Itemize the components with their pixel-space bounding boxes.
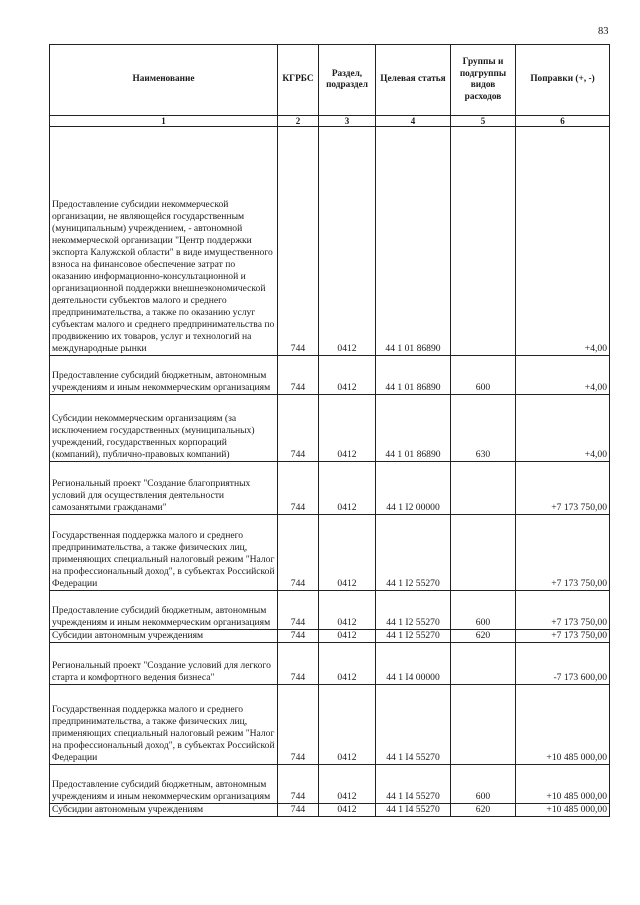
row-amount: +4,00 [516, 356, 610, 395]
row-kgrbs: 744 [278, 356, 319, 395]
header-article: Целевая статья [376, 45, 451, 116]
table-row [50, 685, 610, 765]
row-kgrbs: 744 [278, 127, 319, 356]
row-amount: +4,00 [516, 127, 610, 356]
column-number: 5 [451, 116, 516, 127]
row-group [451, 462, 516, 515]
row-name: Государственная поддержка малого и среднего предпринимательства, а также физических лиц, применяющих специальный налоговый режим "Налог на профессиональный доход", в субъектах Российской Федерации [50, 685, 278, 765]
row-article: 44 1 I2 55270 [376, 591, 451, 630]
header-name: Наименование [50, 45, 278, 116]
row-group: 620 [451, 630, 516, 643]
row-name: Региональный проект "Создание условий для легкого старта и комфортного ведения бизнеса" [50, 643, 278, 685]
header-amount: Поправки (+, -) [516, 45, 610, 116]
row-name: Субсидии автономным учреждениям [50, 804, 278, 817]
row-kgrbs: 744 [278, 591, 319, 630]
row-group: 600 [451, 591, 516, 630]
row-article: 44 1 I4 55270 [376, 685, 451, 765]
table-row [50, 591, 610, 630]
row-section: 0412 [319, 127, 376, 356]
row-article: 44 1 01 86890 [376, 127, 451, 356]
row-article: 44 1 I4 55270 [376, 804, 451, 817]
row-kgrbs: 744 [278, 515, 319, 591]
row-article: 44 1 I4 55270 [376, 765, 451, 804]
row-amount: +7 173 750,00 [516, 630, 610, 643]
row-group [451, 643, 516, 685]
table-row [50, 804, 610, 817]
row-group: 600 [451, 765, 516, 804]
table-row [50, 127, 610, 356]
row-amount: +10 485 000,00 [516, 765, 610, 804]
row-article: 44 1 01 86890 [376, 356, 451, 395]
row-kgrbs: 744 [278, 804, 319, 817]
row-kgrbs: 744 [278, 685, 319, 765]
page-number: 83 [598, 26, 609, 37]
header-kgrbs: КГРБС [278, 45, 319, 116]
row-name: Предоставление субсидий бюджетным, автономным учреждениям и иным некоммерческим организациям [50, 591, 278, 630]
row-section: 0412 [319, 515, 376, 591]
row-section: 0412 [319, 643, 376, 685]
row-group [451, 515, 516, 591]
row-section: 0412 [319, 395, 376, 462]
row-name: Субсидии некоммерческим организациям (за исключением государственных (муниципальных) учреждений, государственных корпораций (компаний), публично-правовых компаний) [50, 395, 278, 462]
header-group: Группы и подгруппы видов расходов [451, 45, 516, 116]
row-name: Субсидии автономным учреждениям [50, 630, 278, 643]
row-group [451, 127, 516, 356]
row-group: 600 [451, 356, 516, 395]
row-kgrbs: 744 [278, 643, 319, 685]
row-section: 0412 [319, 804, 376, 817]
row-group: 630 [451, 395, 516, 462]
column-number: 2 [278, 116, 319, 127]
row-group: 620 [451, 804, 516, 817]
row-article: 44 1 I4 00000 [376, 643, 451, 685]
table-row [50, 643, 610, 685]
table-row [50, 630, 610, 643]
table-header-row [50, 45, 610, 116]
row-name: Региональный проект "Создание благоприятных условий для осуществления деятельности самозанятыми гражданами" [50, 462, 278, 515]
row-section: 0412 [319, 356, 376, 395]
row-article: 44 1 01 86890 [376, 395, 451, 462]
table-row [50, 765, 610, 804]
row-kgrbs: 744 [278, 395, 319, 462]
row-section: 0412 [319, 591, 376, 630]
row-section: 0412 [319, 462, 376, 515]
row-section: 0412 [319, 630, 376, 643]
row-amount: +7 173 750,00 [516, 462, 610, 515]
column-number: 3 [319, 116, 376, 127]
row-article: 44 1 I2 55270 [376, 515, 451, 591]
header-section: Раздел, подраздел [319, 45, 376, 116]
row-name: Предоставление субсидий бюджетным, автономным учреждениям и иным некоммерческим организациям [50, 356, 278, 395]
column-number: 6 [516, 116, 610, 127]
row-kgrbs: 744 [278, 765, 319, 804]
column-number: 1 [50, 116, 278, 127]
row-amount: +10 485 000,00 [516, 685, 610, 765]
row-amount: +4,00 [516, 395, 610, 462]
column-number: 4 [376, 116, 451, 127]
row-name: Предоставление субсидий бюджетным, автономным учреждениям и иным некоммерческим организациям [50, 765, 278, 804]
row-kgrbs: 744 [278, 630, 319, 643]
column-number-row [50, 116, 610, 127]
row-name: Государственная поддержка малого и среднего предпринимательства, а также физических лиц, применяющих специальный налоговый режим "Налог на профессиональный доход", в субъектах Российской Федерации [50, 515, 278, 591]
row-amount: +7 173 750,00 [516, 591, 610, 630]
row-section: 0412 [319, 685, 376, 765]
row-kgrbs: 744 [278, 462, 319, 515]
row-group [451, 685, 516, 765]
table-row [50, 395, 610, 462]
table-row [50, 515, 610, 591]
table-row [50, 356, 610, 395]
table-row [50, 462, 610, 515]
row-section: 0412 [319, 765, 376, 804]
row-amount: +10 485 000,00 [516, 804, 610, 817]
row-article: 44 1 I2 00000 [376, 462, 451, 515]
row-amount: +7 173 750,00 [516, 515, 610, 591]
budget-amendments-table [49, 44, 610, 817]
row-article: 44 1 I2 55270 [376, 630, 451, 643]
row-amount: -7 173 600,00 [516, 643, 610, 685]
row-name: Предоставление субсидии некоммерческой организации, не являющейся государственным (муниципальным) учреждением, - автономной некоммерческой организации "Центр поддержки экспорта Калужской области" в виде имущественного взноса на финансовое обеспечение затрат по оказанию информационно-консультационной и организационной поддержки внешнеэкономической деятельности субъектов малого и среднего предпринимательства, а также по оказанию услуг субъектам малого и среднего предпринимательства по продвижению их товаров, услуг и технологий на международные рынки [50, 127, 278, 356]
